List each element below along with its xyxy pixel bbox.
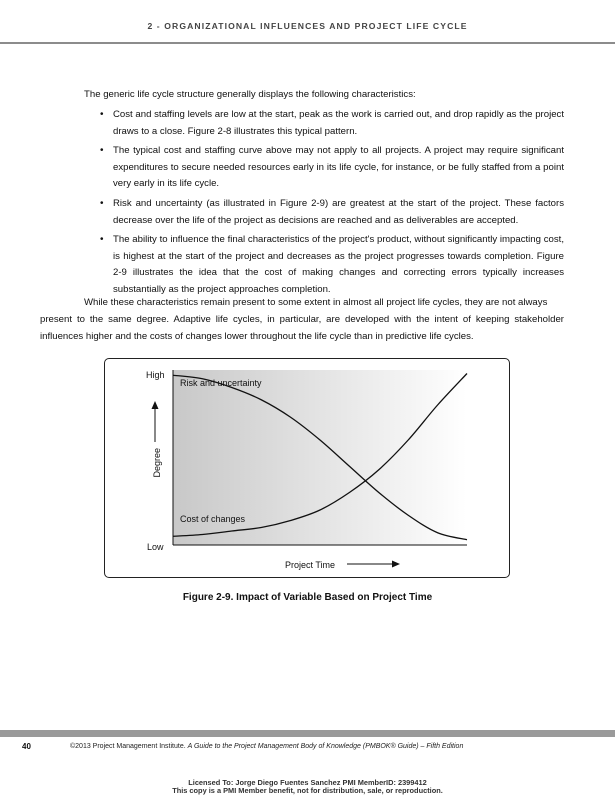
license-line-2: This copy is a PMI Member benefit, not for distribution, sale, or reproduction.: [172, 786, 443, 795]
book-title: A Guide to the Project Management Body of Knowledge (PMBOK® Guide) – Fifth Edition: [187, 743, 464, 750]
page-number: 40: [22, 742, 31, 751]
body-text: [84, 86, 564, 302]
y-axis-arrow-head: [152, 401, 159, 409]
list-item: • The typical cost and staffing curve above may not apply to all projects. A project may require significant expenditures to secure needed resources early in its life cycle, for instance, or be fully staffed from a point very early in its life cycle.: [113, 143, 564, 193]
x-axis-label: Project Time: [285, 560, 336, 570]
figure-caption: Figure 2-9. Impact of Variable Based on Project Time: [182, 592, 433, 603]
y-axis-label: Degree: [152, 447, 162, 478]
y-tick-low: Low: [147, 542, 164, 552]
life-cycle-chart: [105, 359, 509, 577]
list-item: • Risk and uncertainty (as illustrated in Figure 2-9) are greatest at the start of the project. These factors decrease over the life of the project as decisions are reached and as deliverables are accepted.: [113, 196, 564, 229]
license-notice: [0, 779, 615, 795]
list-item: • Cost and staffing levels are low at the start, peak as the work is carried out, and drop rapidly as the project draws to a close. Figure 2-8 illustrates this typical pattern.: [113, 107, 564, 140]
page-header: [0, 0, 615, 44]
chapter-title: 2 - ORGANIZATIONAL INFLUENCES AND PROJECT LIFE CYCLE: [147, 21, 468, 31]
list-item: • The ability to influence the final characteristics of the project's product, without significantly impacting cost, is highest at the start of the project and decreases as the project progresses towards completion. Figure 2-9 illustrates the idea that the cost of making changes and correcting errors typically increases substantially as the project approaches completion.: [113, 232, 564, 298]
copyright: ©2013 Project Management Institute.: [70, 743, 186, 750]
y-tick-high: High: [146, 370, 165, 380]
footer-rule: [0, 730, 615, 737]
footer-citation: [70, 743, 600, 750]
characteristics-list: [84, 107, 564, 299]
intro-paragraph: The generic life cycle structure generally displays the following characteristics:: [84, 89, 416, 100]
license-line-1: Licensed To: Jorge Diego Fuentes Sanchez PMI MemberID: 2399412: [188, 778, 427, 787]
figure-frame: [104, 358, 510, 578]
cost-of-changes-label: Cost of changes: [180, 514, 246, 524]
closing-paragraph-first-line: While these characteristics remain present to some extent in almost all project life cycles, they are not always: [84, 297, 548, 308]
risk-and-uncertainty-label: Risk and uncertainty: [180, 378, 262, 388]
x-axis-arrow-head: [392, 561, 400, 568]
closing-paragraph: present to the same degree. Adaptive life cycles, in particular, are developed with the intent of keeping stakeholder influences higher and the costs of changes lower throughout the life cycle than in predictive life cycles.: [40, 314, 564, 342]
